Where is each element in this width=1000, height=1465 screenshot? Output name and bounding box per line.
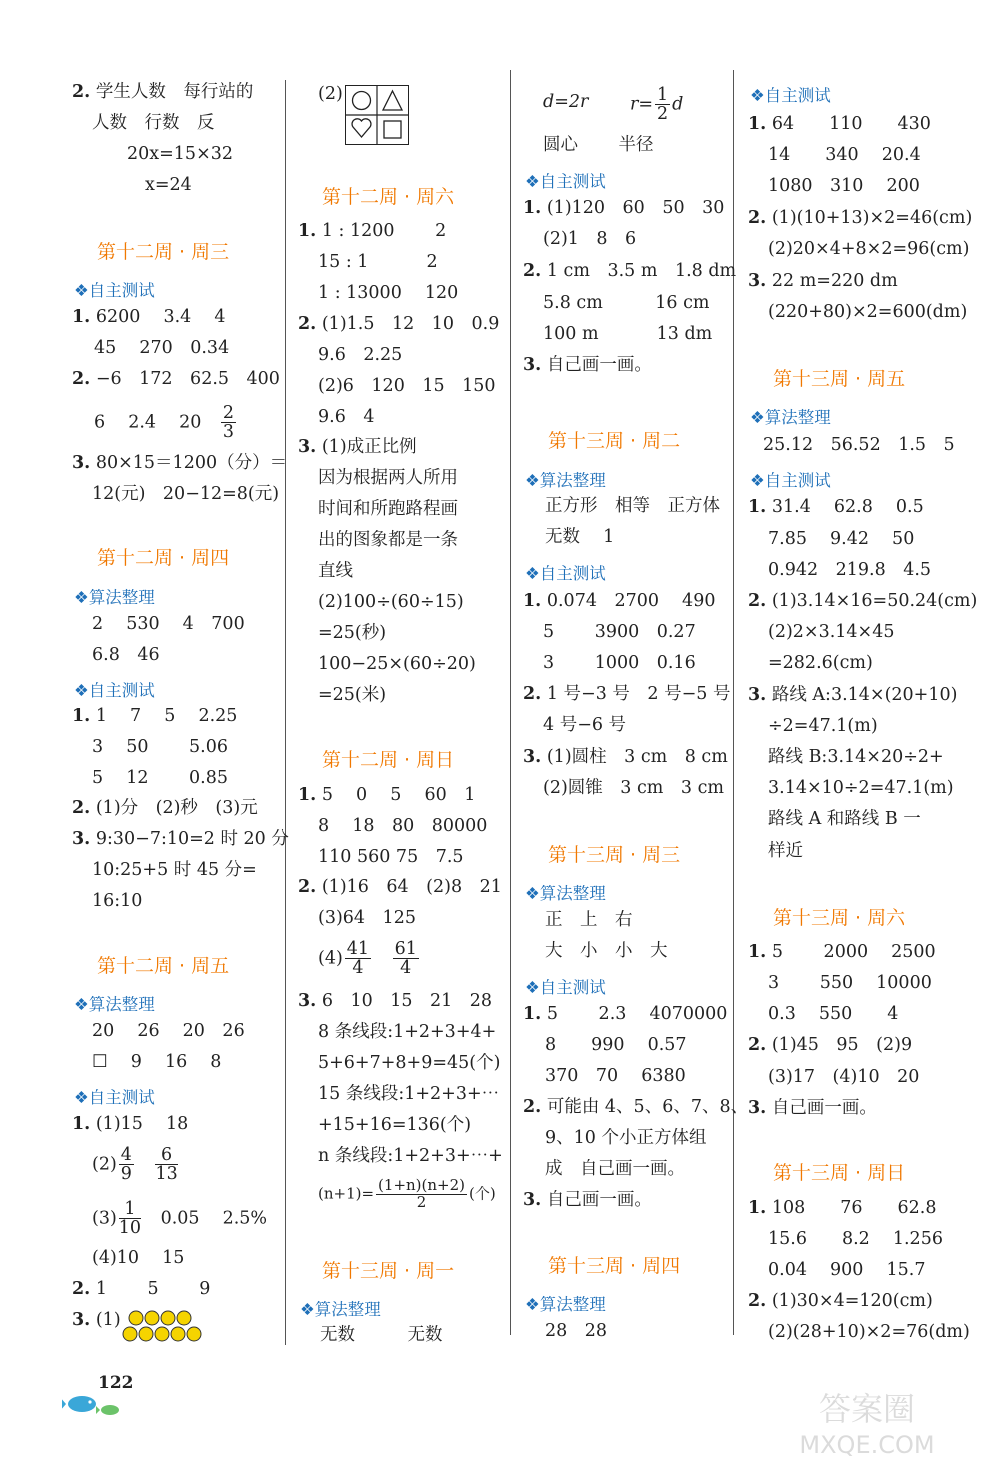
answer-line: 1. 0.074 2700 490 (523, 591, 716, 611)
answer-line: 5+6+7+8+9=45(个) (318, 1053, 501, 1073)
formula: r= $\frac{1}{2}$ d (630, 85, 684, 125)
section-heading: 第十二周 · 周六 (322, 186, 455, 208)
answer-line: 直线 (318, 561, 353, 581)
answer-line: (2)20×4+8×2=96(cm) (768, 239, 970, 259)
answer-line: 2. 1 cm 3.5 m 1.8 dm (523, 261, 737, 281)
answer-line: (220+80)×2=600(dm) (768, 302, 968, 322)
fraction: $\frac{2}{3}$ (222, 403, 234, 443)
answer-line: 1. 6200 3.4 4 (72, 307, 226, 327)
answer-line: ÷2=47.1(m) (768, 716, 878, 736)
answer-line: 3. 80×15＝1200（分）＝ (72, 453, 288, 473)
equation: 20x=15×32 (127, 144, 233, 164)
answer-line: 2. (1)分 (2)秒 (3)元 (72, 798, 258, 818)
column-divider-3 (733, 70, 734, 1335)
answer-line: 3 50 5.06 (92, 737, 228, 757)
answer-line: 2 530 4 700 (92, 614, 245, 634)
answer-line: (4)10 15 (92, 1248, 185, 1268)
answer-line: 2. (1)1.5 12 10 0.9 (298, 314, 500, 334)
section-heading: 第十三周 · 周六 (773, 907, 906, 929)
answer-line: 7.85 9.42 50 (768, 529, 915, 549)
section-heading: 第十二周 · 周四 (97, 547, 230, 569)
answer-line: 3. 6 10 15 21 28 (298, 991, 493, 1011)
answer-line: 370 70 6380 (545, 1066, 686, 1086)
column-divider-2 (510, 70, 511, 1335)
answer-line: 1080 310 200 (768, 176, 920, 196)
answer-line: (4) $\frac{41}{4}$ $\frac{61}{4}$ (318, 939, 417, 979)
answer-line: 2. 1 号−3 号 2 号−5 号 (523, 684, 731, 704)
answer-line: 1. 5 2000 2500 (748, 942, 936, 962)
answer-line: 时间和所跑路程画 (318, 499, 458, 519)
subsection-label: ❖算法整理 (74, 588, 155, 607)
answer-line: 1. 64 110 430 (748, 114, 931, 134)
section-heading: 第十二周 · 周三 (97, 241, 230, 263)
answer-line: 因为根据两人所用 (318, 468, 458, 488)
answer-line: 4 号−6 号 (543, 715, 627, 735)
subsection-label: ❖自主测试 (525, 978, 606, 997)
section-heading: 第十二周 · 周五 (97, 955, 230, 977)
answer-line: 2. 1 5 9 (72, 1279, 211, 1299)
shapes-grid-icon (345, 85, 409, 145)
answer-line: 1. 5 2.3 4070000 (523, 1004, 728, 1024)
answer-line: 100 m 13 dm (543, 324, 713, 344)
answer-line: 28 28 (545, 1321, 608, 1341)
answer-line: 15 条线段:1+2+3+⋯ (318, 1084, 500, 1104)
subsection-label: ❖自主测试 (525, 564, 606, 583)
answer-line: 9.6 2.25 (318, 345, 403, 365)
answer-line: 1 : 13000 120 (318, 283, 459, 303)
answer-line: 3.14×10÷2=47.1(m) (768, 778, 954, 798)
subsection-label: ❖算法整理 (525, 471, 606, 490)
answer-line: 2. (1)3.14×16=50.24(cm) (748, 591, 978, 611)
subsection-label: ❖自主测试 (74, 681, 155, 700)
answer-line: (2)1 8 6 (543, 229, 637, 249)
equation: x=24 (145, 175, 192, 195)
answer-line: ☐ 9 16 8 (92, 1052, 222, 1072)
answer-line: 正 上 右 (545, 910, 633, 930)
answer-line: 0.942 219.8 4.5 (768, 560, 932, 580)
column-divider-1 (285, 80, 286, 1345)
answer-line: 1. (1)15 18 (72, 1114, 189, 1134)
watermark-logo (755, 1385, 980, 1460)
answer-line: =25(秒) (318, 623, 387, 643)
answer-line: 3. 9:30−7:10=2 时 20 分 (72, 829, 289, 849)
answer-line: 大 小 小 大 (545, 941, 668, 961)
subsection-label: ❖算法整理 (74, 995, 155, 1014)
answer-line: 2. (1)45 95 (2)9 (748, 1035, 913, 1055)
fraction: $\frac{1}{2}$ (657, 85, 669, 125)
answer-line: 100−25×(60÷20) (318, 654, 476, 674)
fraction: $\frac{(1+n)(n+2)}{2}$ (378, 1176, 465, 1211)
answer-line: (n+1)= $\frac{(1+n)(n+2)}{2}$ (个) (318, 1176, 496, 1211)
fraction: $\frac{41}{4}$ (346, 939, 370, 979)
answer-line: 1. 31.4 62.8 0.5 (748, 497, 924, 517)
answer-line: =282.6(cm) (768, 653, 873, 673)
answer-line: 15 : 1 2 (318, 252, 438, 272)
answer-line: (3)17 (4)10 20 (768, 1067, 920, 1087)
answer-line: 1. 1 7 5 2.25 (72, 706, 238, 726)
fraction: $\frac{1}{10}$ (118, 1199, 142, 1239)
section-heading: 第十三周 · 周四 (548, 1255, 681, 1277)
answer-line: 9、10 个小正方体组 (545, 1128, 707, 1148)
answer-line: 无数 1 (545, 527, 615, 547)
fraction: $\frac{61}{4}$ (394, 939, 417, 979)
answer-line: (2)100÷(60÷15) (318, 592, 464, 612)
formula: d=2r (543, 92, 589, 112)
answer-line: (2)圆锥 3 cm 3 cm (543, 778, 724, 798)
answer-line: 圆心 半径 (543, 135, 654, 155)
answer-line: 8 条线段:1+2+3+4+ (318, 1022, 497, 1042)
svg-text:MXQE.COM: MXQE.COM (799, 1431, 935, 1459)
subsection-label: ❖算法整理 (525, 1295, 606, 1314)
section-heading: 第十三周 · 周一 (322, 1260, 455, 1282)
answer-line: (2)2×3.14×45 (768, 622, 895, 642)
answer-line: 3 550 10000 (768, 973, 932, 993)
answer-line: (3)64 125 (318, 908, 416, 928)
answer-line: 6.8 46 (92, 645, 160, 665)
answer-line: 110 560 75 7.5 (318, 847, 464, 867)
answer-line: 2. (1)30×4=120(cm) (748, 1291, 933, 1311)
answer-line: 1. (1)120 60 50 30 (523, 198, 725, 218)
fraction: $\frac{6}{13}$ (155, 1145, 178, 1185)
subsection-label: ❖自主测试 (74, 1088, 155, 1107)
answer-line: 14 340 20.4 (768, 145, 921, 165)
answer-line: 无数 无数 (320, 1325, 443, 1345)
answer-line: 6 2.4 20 $\frac{2}{3}$ (94, 403, 234, 443)
answer-line: 0.04 900 15.7 (768, 1260, 926, 1280)
subsection-label: ❖算法整理 (525, 884, 606, 903)
page-number: 122 (98, 1373, 134, 1393)
answer-line: 5.8 cm 16 cm (543, 293, 710, 313)
answer-line: 出的图象都是一条 (318, 530, 458, 550)
answer-line: +15+16=136(个) (318, 1115, 472, 1135)
answer-line: 1. 5 0 5 60 1 (298, 785, 476, 805)
answer-line: 15.6 8.2 1.256 (768, 1229, 943, 1249)
answer-line: (2)(28+10)×2=76(dm) (768, 1322, 970, 1342)
answer-line: 路线 B:3.14×20÷2+ (768, 747, 944, 767)
answer-line: 3 1000 0.16 (543, 653, 696, 673)
answer-line: 路线 A 和路线 B 一 (768, 809, 921, 829)
answer-line: 20 26 20 26 (92, 1021, 245, 1041)
answer-line: 2. 学生人数 每行站的 (72, 82, 254, 102)
answer-line: 8 990 0.57 (545, 1035, 687, 1055)
subsection-label: ❖算法整理 (300, 1300, 381, 1319)
subsection-label: ❖自主测试 (750, 471, 831, 490)
answer-line: (3) $\frac{1}{10}$ 0.05 2.5% (92, 1199, 268, 1239)
answer-line: 2. −6 172 62.5 400 (72, 369, 280, 389)
answer-line: 2. 可能由 4、5、6、7、8、 (523, 1097, 749, 1117)
answer-line: 2. (1)16 64 (2)8 21 (298, 877, 502, 897)
answer-line: 3. (1)圆柱 3 cm 8 cm (523, 747, 728, 767)
subsection-label: ❖自主测试 (750, 86, 831, 105)
section-heading: 第十三周 · 周二 (548, 430, 681, 452)
answer-line: (2)6 120 15 150 (318, 376, 496, 396)
answer-line: 3. (1)成正比例 (298, 437, 417, 457)
subsection-label: ❖算法整理 (750, 408, 831, 427)
answer-line: 3. 自己画一画。 (523, 1190, 652, 1210)
answer-line: 45 270 0.34 (94, 338, 230, 358)
answer-line: 1. 1 : 1200 2 (298, 221, 447, 241)
svg-text:答案圈: 答案圈 (818, 1390, 916, 1428)
fraction: $\frac{4}{9}$ (120, 1145, 132, 1185)
answer-line: 16:10 (92, 891, 143, 911)
answer-line: 8 18 80 80000 (318, 816, 488, 836)
section-heading: 第十三周 · 周日 (773, 1162, 906, 1184)
subsection-label: ❖自主测试 (525, 172, 606, 191)
section-heading: 第十三周 · 周五 (773, 368, 906, 390)
answer-line: 3. 自己画一画。 (523, 355, 652, 375)
answer-line: 成 自己画一画。 (545, 1159, 685, 1179)
answer-line: 9.6 4 (318, 407, 375, 427)
subsection-label: ❖自主测试 (74, 281, 155, 300)
answer-line: 人数 行数 反 (92, 113, 215, 133)
answer-line: 样近 (768, 841, 803, 861)
section-heading: 第十三周 · 周三 (548, 844, 681, 866)
answer-line: 3. 自己画一画。 (748, 1098, 877, 1118)
answer-line: 3. (1) (72, 1310, 121, 1330)
answer-line: 正方形 相等 正方体 (545, 496, 720, 516)
answer-line: n 条线段:1+2+3+⋯+ (318, 1146, 503, 1166)
circle-pattern-icon (122, 1310, 222, 1344)
answer-line: 2. (1)(10+13)×2=46(cm) (748, 208, 973, 228)
answer-line: (2) $\frac{4}{9}$ $\frac{6}{13}$ (92, 1145, 178, 1185)
answer-line: 3. 路线 A:3.14×(20+10) (748, 685, 958, 705)
section-heading: 第十二周 · 周日 (322, 749, 455, 771)
answer-line: 5 12 0.85 (92, 768, 228, 788)
answer-line: (2) (318, 84, 343, 104)
answer-line: 1. 108 76 62.8 (748, 1198, 937, 1218)
answer-line: 10:25+5 时 45 分= (92, 860, 257, 880)
answer-line: 3. 22 m=220 dm (748, 271, 898, 291)
answer-line: 25.12 56.52 1.5 5 (763, 435, 955, 455)
answer-line: 12(元) 20−12=8(元) (92, 484, 280, 504)
answer-line: 0.3 550 4 (768, 1004, 899, 1024)
answer-line: =25(米) (318, 685, 387, 705)
answer-line: 5 3900 0.27 (543, 622, 696, 642)
